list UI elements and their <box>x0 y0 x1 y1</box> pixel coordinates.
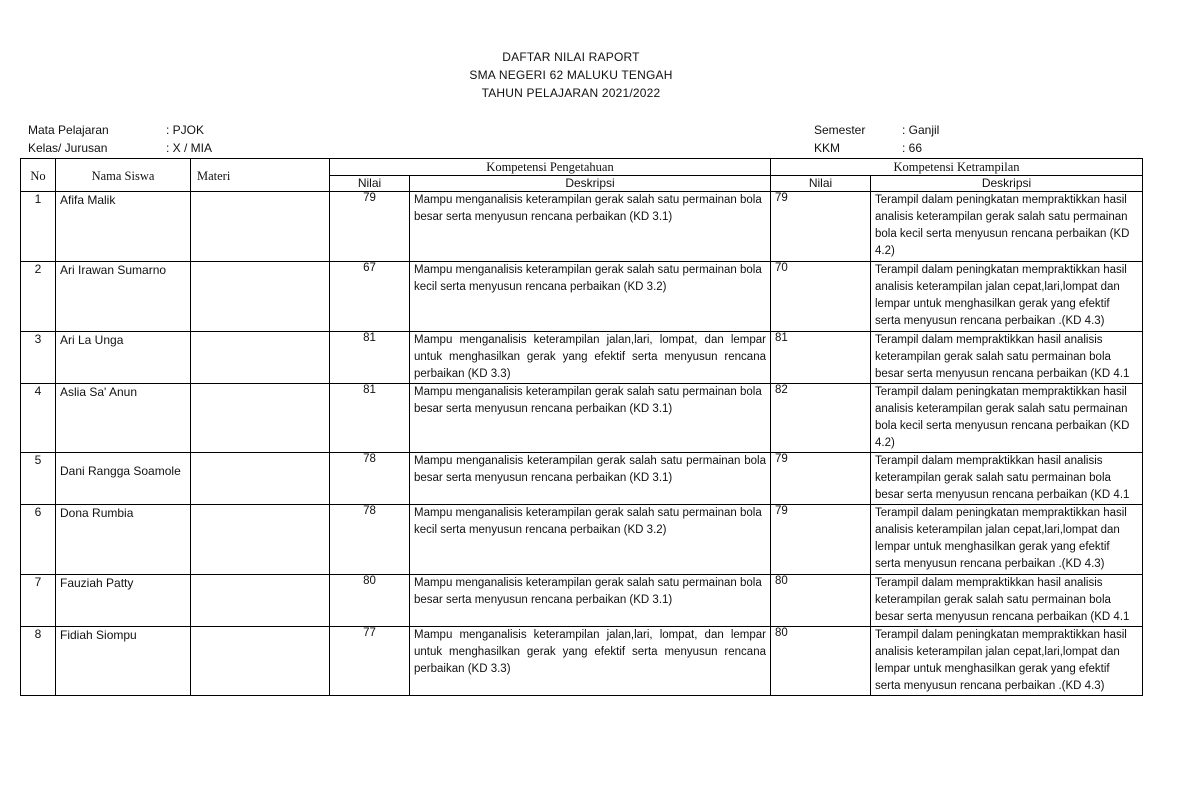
col-header-nilai-k: Nilai <box>771 176 871 192</box>
nilai-pengetahuan: 78 <box>330 505 410 575</box>
row-no: 4 <box>21 384 56 453</box>
nilai-keterampilan: 82 <box>771 384 871 453</box>
table-row <box>21 453 1143 505</box>
col-header-materi: Materi <box>191 159 330 192</box>
group-header-pengetahuan: Kompetensi Pengetahuan <box>330 159 771 176</box>
deskripsi-keterampilan: Terampil dalam mempraktikkan hasil analisis keterampilan gerak salah satu permainan bola besar serta menyusun rencana perbaikan (KD 4.1 <box>871 575 1143 627</box>
nilai-keterampilan: 79 <box>771 505 871 575</box>
semester-label: Semester <box>814 123 866 137</box>
deskripsi-pengetahuan: Mampu menganalisis keterampilan jalan,lari, lompat, dan lempar untuk menghasilkan gerak yang efektif serta menyusun rencana perbaikan (KD 3.3) <box>410 332 771 384</box>
col-header-nama: Nama Siswa <box>56 159 191 192</box>
deskripsi-pengetahuan: Mampu menganalisis keterampilan gerak salah satu permainan bola kecil serta menyusun rencana perbaikan (KD 3.2) <box>410 505 771 575</box>
deskripsi-pengetahuan: Mampu menganalisis keterampilan gerak salah satu permainan bola kecil serta menyusun rencana perbaikan (KD 3.2) <box>410 262 771 332</box>
deskripsi-keterampilan: Terampil dalam peningkatan mempraktikkan hasil analisis keterampilan jalan cepat,lari,lompat dan lempar untuk menghasilkan gerak yang efektif serta menyusun rencana perbaikan .(KD 4.3) <box>871 262 1143 332</box>
class-value: : X / MIA <box>166 141 213 155</box>
nilai-pengetahuan: 81 <box>330 384 410 453</box>
nilai-pengetahuan: 79 <box>330 192 410 262</box>
student-name: Ari Irawan Sumarno <box>56 262 191 332</box>
subject-label: Mata Pelajaran <box>28 123 109 137</box>
group-header-keterampilan: Kompetensi Ketrampilan <box>771 159 1143 176</box>
deskripsi-keterampilan: Terampil dalam peningkatan mempraktikkan hasil analisis keterampilan gerak salah satu permainan bola kecil serta menyusun rencana perbaikan (KD 4.2) <box>871 384 1143 453</box>
kkm-value: : 66 <box>902 141 923 155</box>
semester-info <box>814 121 939 139</box>
school-name: SMA NEGERI 62 MALUKU TENGAH <box>469 68 673 82</box>
semester-value: : Ganjil <box>902 123 940 137</box>
class-info <box>28 139 212 157</box>
grades-table <box>20 158 1143 696</box>
table-row <box>21 575 1143 627</box>
col-header-nilai-p: Nilai <box>330 176 410 192</box>
nilai-pengetahuan: 78 <box>330 453 410 505</box>
deskripsi-pengetahuan: Mampu menganalisis keterampilan jalan,lari, lompat, dan lempar untuk menghasilkan gerak yang efektif serta menyusun rencana perbaikan (KD 3.3) <box>410 627 771 696</box>
student-name: Afifa Malik <box>56 192 191 262</box>
row-no: 5 <box>21 453 56 505</box>
materi-cell <box>191 262 330 332</box>
row-no: 2 <box>21 262 56 332</box>
report-title: DAFTAR NILAI RAPORT <box>502 50 640 64</box>
nilai-pengetahuan: 67 <box>330 262 410 332</box>
deskripsi-keterampilan: Terampil dalam mempraktikkan hasil analisis keterampilan gerak salah satu permainan bola besar serta menyusun rencana perbaikan (KD 4.1 <box>871 453 1143 505</box>
student-name: Fidiah Siompu <box>56 627 191 696</box>
table-row <box>21 332 1143 384</box>
deskripsi-keterampilan: Terampil dalam peningkatan mempraktikkan hasil analisis keterampilan gerak salah satu permainan bola kecil serta menyusun rencana perbaikan (KD 4.2) <box>871 192 1143 262</box>
class-label: Kelas/ Jurusan <box>28 141 108 155</box>
nilai-keterampilan: 79 <box>771 453 871 505</box>
materi-cell <box>191 627 330 696</box>
deskripsi-pengetahuan: Mampu menganalisis keterampilan gerak salah satu permainan bola besar serta menyusun rencana perbaikan (KD 3.1) <box>410 192 771 262</box>
deskripsi-keterampilan: Terampil dalam mempraktikkan hasil analisis keterampilan gerak salah satu permainan bola besar serta menyusun rencana perbaikan (KD 4.1 <box>871 332 1143 384</box>
row-no: 1 <box>21 192 56 262</box>
nilai-keterampilan: 81 <box>771 332 871 384</box>
table-row <box>21 384 1143 453</box>
nilai-pengetahuan: 77 <box>330 627 410 696</box>
deskripsi-keterampilan: Terampil dalam peningkatan mempraktikkan hasil analisis keterampilan jalan cepat,lari,lompat dan lempar untuk menghasilkan gerak yang efektif serta menyusun rencana perbaikan .(KD 4.3) <box>871 627 1143 696</box>
materi-cell <box>191 332 330 384</box>
subject-info <box>28 121 204 139</box>
academic-year: TAHUN PELAJARAN 2021/2022 <box>481 86 661 100</box>
student-name: Dona Rumbia <box>56 505 191 575</box>
materi-cell <box>191 575 330 627</box>
nilai-keterampilan: 79 <box>771 192 871 262</box>
student-name: Fauziah Patty <box>56 575 191 627</box>
student-name: Dani Rangga Soamole <box>56 453 191 505</box>
materi-cell <box>191 384 330 453</box>
col-header-no: No <box>21 159 56 192</box>
report-title-block <box>0 48 1142 102</box>
deskripsi-pengetahuan: Mampu menganalisis keterampilan gerak salah satu permainan bola besar serta menyusun rencana perbaikan (KD 3.1) <box>410 575 771 627</box>
nilai-keterampilan: 80 <box>771 575 871 627</box>
materi-cell <box>191 505 330 575</box>
row-no: 3 <box>21 332 56 384</box>
materi-cell <box>191 192 330 262</box>
deskripsi-keterampilan: Terampil dalam peningkatan mempraktikkan hasil analisis keterampilan jalan cepat,lari,lompat dan lempar untuk menghasilkan gerak yang efektif serta menyusun rencana perbaikan .(KD 4.3) <box>871 505 1143 575</box>
deskripsi-pengetahuan: Mampu menganalisis keterampilan gerak salah satu permainan bola besar serta menyusun rencana perbaikan (KD 3.1) <box>410 384 771 453</box>
nilai-pengetahuan: 80 <box>330 575 410 627</box>
student-name: Aslia Sa' Anun <box>56 384 191 453</box>
row-no: 7 <box>21 575 56 627</box>
subject-value: : PJOK <box>166 123 205 137</box>
kkm-info <box>814 139 922 157</box>
student-name: Ari La Unga <box>56 332 191 384</box>
deskripsi-pengetahuan: Mampu menganalisis keterampilan gerak salah satu permainan bola besar serta menyusun rencana perbaikan (KD 3.1) <box>410 453 771 505</box>
nilai-keterampilan: 70 <box>771 262 871 332</box>
materi-cell <box>191 453 330 505</box>
row-no: 8 <box>21 627 56 696</box>
nilai-keterampilan: 80 <box>771 627 871 696</box>
row-no: 6 <box>21 505 56 575</box>
table-row <box>21 505 1143 575</box>
kkm-label: KKM <box>814 141 841 155</box>
table-row <box>21 627 1143 696</box>
nilai-pengetahuan: 81 <box>330 332 410 384</box>
table-row <box>21 192 1143 262</box>
table-row <box>21 262 1143 332</box>
header-row-group <box>21 159 1143 176</box>
col-header-deskripsi-k: Deskripsi <box>871 176 1143 192</box>
col-header-deskripsi-p: Deskripsi <box>410 176 771 192</box>
